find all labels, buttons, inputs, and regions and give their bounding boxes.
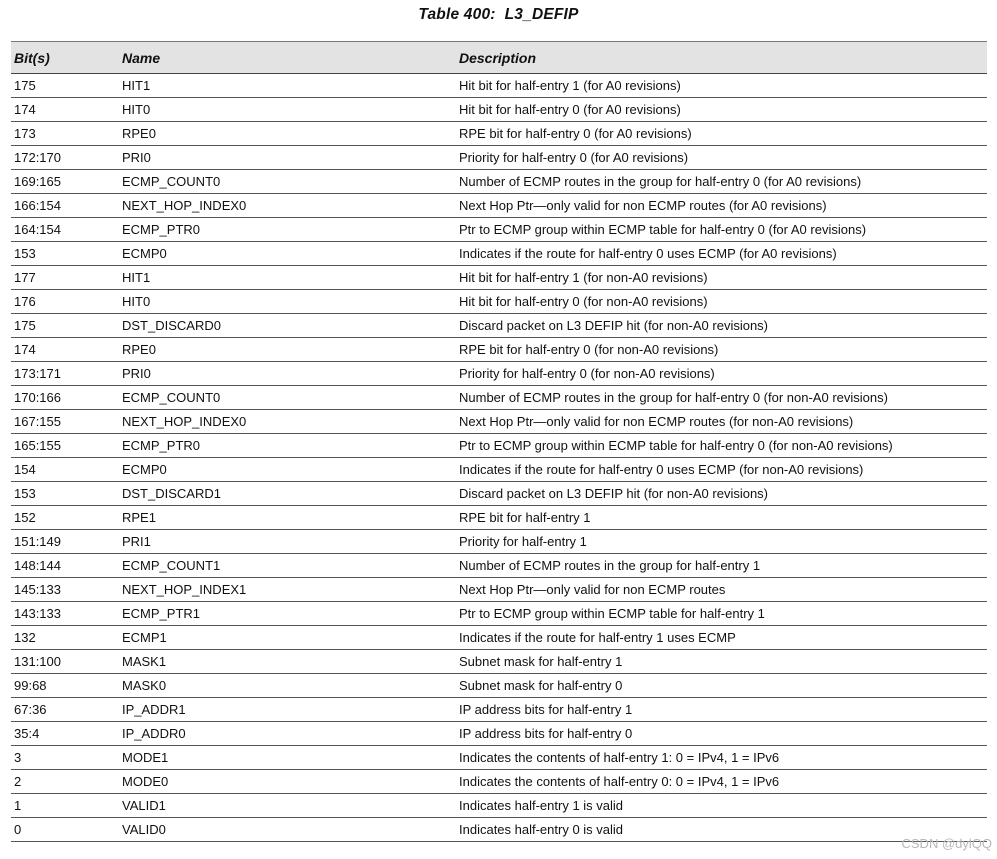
cell-bits: 169:165 bbox=[11, 170, 119, 194]
cell-description: Priority for half-entry 1 bbox=[456, 530, 987, 554]
cell-bits: 176 bbox=[11, 290, 119, 314]
cell-name: RPE1 bbox=[119, 506, 456, 530]
cell-bits: 165:155 bbox=[11, 434, 119, 458]
cell-description: Ptr to ECMP group within ECMP table for half-entry 0 (for A0 revisions) bbox=[456, 218, 987, 242]
cell-name: PRI1 bbox=[119, 530, 456, 554]
cell-description: Ptr to ECMP group within ECMP table for half-entry 1 bbox=[456, 602, 987, 626]
cell-bits: 164:154 bbox=[11, 218, 119, 242]
cell-bits: 173 bbox=[11, 122, 119, 146]
cell-description: Hit bit for half-entry 0 (for A0 revisions) bbox=[456, 98, 987, 122]
column-header-bits: Bit(s) bbox=[11, 42, 119, 74]
cell-description: Next Hop Ptr—only valid for non ECMP routes (for A0 revisions) bbox=[456, 194, 987, 218]
table-row bbox=[11, 554, 987, 578]
table-row bbox=[11, 626, 987, 650]
table-body bbox=[11, 74, 987, 842]
table-row bbox=[11, 458, 987, 482]
cell-bits: 166:154 bbox=[11, 194, 119, 218]
cell-name: HIT1 bbox=[119, 266, 456, 290]
watermark: CSDN @dylQQ bbox=[901, 836, 992, 851]
table-row bbox=[11, 410, 987, 434]
cell-bits: 99:68 bbox=[11, 674, 119, 698]
cell-description: Indicates if the route for half-entry 1 uses ECMP bbox=[456, 626, 987, 650]
cell-name: ECMP0 bbox=[119, 458, 456, 482]
header-row bbox=[11, 42, 987, 74]
cell-name: VALID0 bbox=[119, 818, 456, 842]
cell-bits: 3 bbox=[11, 746, 119, 770]
cell-description: Hit bit for half-entry 1 (for A0 revisions) bbox=[456, 74, 987, 98]
cell-name: RPE0 bbox=[119, 338, 456, 362]
cell-description: RPE bit for half-entry 0 (for non-A0 revisions) bbox=[456, 338, 987, 362]
cell-name: VALID1 bbox=[119, 794, 456, 818]
cell-description: Next Hop Ptr—only valid for non ECMP routes bbox=[456, 578, 987, 602]
cell-description: Subnet mask for half-entry 0 bbox=[456, 674, 987, 698]
table-row bbox=[11, 530, 987, 554]
table-row bbox=[11, 122, 987, 146]
cell-bits: 131:100 bbox=[11, 650, 119, 674]
cell-name: DST_DISCARD0 bbox=[119, 314, 456, 338]
cell-description: Hit bit for half-entry 1 (for non-A0 revisions) bbox=[456, 266, 987, 290]
cell-description: Indicates half-entry 1 is valid bbox=[456, 794, 987, 818]
cell-bits: 154 bbox=[11, 458, 119, 482]
cell-bits: 35:4 bbox=[11, 722, 119, 746]
cell-description: Indicates half-entry 0 is valid bbox=[456, 818, 987, 842]
cell-description: Next Hop Ptr—only valid for non ECMP routes (for non-A0 revisions) bbox=[456, 410, 987, 434]
cell-bits: 152 bbox=[11, 506, 119, 530]
cell-bits: 132 bbox=[11, 626, 119, 650]
cell-description: Discard packet on L3 DEFIP hit (for non-A0 revisions) bbox=[456, 482, 987, 506]
cell-bits: 67:36 bbox=[11, 698, 119, 722]
cell-bits: 174 bbox=[11, 338, 119, 362]
cell-description: Indicates if the route for half-entry 0 uses ECMP (for A0 revisions) bbox=[456, 242, 987, 266]
cell-name: IP_ADDR1 bbox=[119, 698, 456, 722]
table-row bbox=[11, 314, 987, 338]
table-row bbox=[11, 170, 987, 194]
table-row bbox=[11, 482, 987, 506]
table-row bbox=[11, 74, 987, 98]
cell-name: RPE0 bbox=[119, 122, 456, 146]
cell-description: Ptr to ECMP group within ECMP table for half-entry 0 (for non-A0 revisions) bbox=[456, 434, 987, 458]
cell-description: Indicates if the route for half-entry 0 uses ECMP (for non-A0 revisions) bbox=[456, 458, 987, 482]
cell-name: HIT0 bbox=[119, 290, 456, 314]
cell-name: PRI0 bbox=[119, 146, 456, 170]
cell-name: ECMP_COUNT0 bbox=[119, 170, 456, 194]
cell-name: ECMP0 bbox=[119, 242, 456, 266]
cell-description: RPE bit for half-entry 0 (for A0 revisions) bbox=[456, 122, 987, 146]
table-row bbox=[11, 362, 987, 386]
cell-bits: 175 bbox=[11, 314, 119, 338]
table-row bbox=[11, 746, 987, 770]
table-row bbox=[11, 698, 987, 722]
cell-description: Priority for half-entry 0 (for non-A0 revisions) bbox=[456, 362, 987, 386]
cell-bits: 172:170 bbox=[11, 146, 119, 170]
cell-bits: 153 bbox=[11, 242, 119, 266]
cell-name: ECMP_COUNT0 bbox=[119, 386, 456, 410]
table-row bbox=[11, 674, 987, 698]
cell-description: Subnet mask for half-entry 1 bbox=[456, 650, 987, 674]
cell-name: HIT1 bbox=[119, 74, 456, 98]
table-row bbox=[11, 98, 987, 122]
cell-name: PRI0 bbox=[119, 362, 456, 386]
cell-bits: 175 bbox=[11, 74, 119, 98]
cell-description: Number of ECMP routes in the group for half-entry 1 bbox=[456, 554, 987, 578]
table-row bbox=[11, 290, 987, 314]
register-table bbox=[11, 41, 987, 842]
table-row bbox=[11, 722, 987, 746]
table-row bbox=[11, 266, 987, 290]
cell-name: MASK0 bbox=[119, 674, 456, 698]
table-header bbox=[11, 42, 987, 74]
table-row bbox=[11, 506, 987, 530]
table-row bbox=[11, 338, 987, 362]
cell-bits: 153 bbox=[11, 482, 119, 506]
cell-name: ECMP_PTR0 bbox=[119, 434, 456, 458]
cell-description: Hit bit for half-entry 0 (for non-A0 revisions) bbox=[456, 290, 987, 314]
table-row bbox=[11, 794, 987, 818]
table-row bbox=[11, 218, 987, 242]
table-row bbox=[11, 434, 987, 458]
table-row bbox=[11, 602, 987, 626]
cell-bits: 148:144 bbox=[11, 554, 119, 578]
cell-description: RPE bit for half-entry 1 bbox=[456, 506, 987, 530]
cell-bits: 177 bbox=[11, 266, 119, 290]
cell-name: MASK1 bbox=[119, 650, 456, 674]
cell-name: ECMP_PTR1 bbox=[119, 602, 456, 626]
table-row bbox=[11, 242, 987, 266]
cell-name: ECMP_PTR0 bbox=[119, 218, 456, 242]
cell-description: Priority for half-entry 0 (for A0 revisions) bbox=[456, 146, 987, 170]
cell-name: MODE0 bbox=[119, 770, 456, 794]
cell-name: ECMP_COUNT1 bbox=[119, 554, 456, 578]
cell-description: Indicates the contents of half-entry 1: 0 = IPv4, 1 = IPv6 bbox=[456, 746, 987, 770]
cell-description: Number of ECMP routes in the group for half-entry 0 (for A0 revisions) bbox=[456, 170, 987, 194]
cell-bits: 145:133 bbox=[11, 578, 119, 602]
cell-name: NEXT_HOP_INDEX0 bbox=[119, 194, 456, 218]
cell-name: IP_ADDR0 bbox=[119, 722, 456, 746]
cell-name: HIT0 bbox=[119, 98, 456, 122]
cell-description: Number of ECMP routes in the group for half-entry 0 (for non-A0 revisions) bbox=[456, 386, 987, 410]
table-row bbox=[11, 386, 987, 410]
table-row bbox=[11, 770, 987, 794]
column-header-name: Name bbox=[119, 42, 456, 74]
cell-name: DST_DISCARD1 bbox=[119, 482, 456, 506]
cell-description: IP address bits for half-entry 0 bbox=[456, 722, 987, 746]
cell-name: NEXT_HOP_INDEX1 bbox=[119, 578, 456, 602]
table-row bbox=[11, 650, 987, 674]
table-row bbox=[11, 194, 987, 218]
cell-bits: 151:149 bbox=[11, 530, 119, 554]
table-row bbox=[11, 578, 987, 602]
table-title: Table 400: L3_DEFIP bbox=[418, 6, 579, 23]
cell-name: MODE1 bbox=[119, 746, 456, 770]
cell-bits: 174 bbox=[11, 98, 119, 122]
cell-bits: 1 bbox=[11, 794, 119, 818]
cell-name: ECMP1 bbox=[119, 626, 456, 650]
cell-description: Discard packet on L3 DEFIP hit (for non-A0 revisions) bbox=[456, 314, 987, 338]
cell-bits: 2 bbox=[11, 770, 119, 794]
cell-bits: 173:171 bbox=[11, 362, 119, 386]
cell-description: IP address bits for half-entry 1 bbox=[456, 698, 987, 722]
cell-bits: 170:166 bbox=[11, 386, 119, 410]
table-row bbox=[11, 146, 987, 170]
cell-description: Indicates the contents of half-entry 0: 0 = IPv4, 1 = IPv6 bbox=[456, 770, 987, 794]
cell-name: NEXT_HOP_INDEX0 bbox=[119, 410, 456, 434]
cell-bits: 0 bbox=[11, 818, 119, 842]
cell-bits: 143:133 bbox=[11, 602, 119, 626]
column-header-description: Description bbox=[456, 42, 987, 74]
cell-bits: 167:155 bbox=[11, 410, 119, 434]
table-row bbox=[11, 818, 987, 842]
